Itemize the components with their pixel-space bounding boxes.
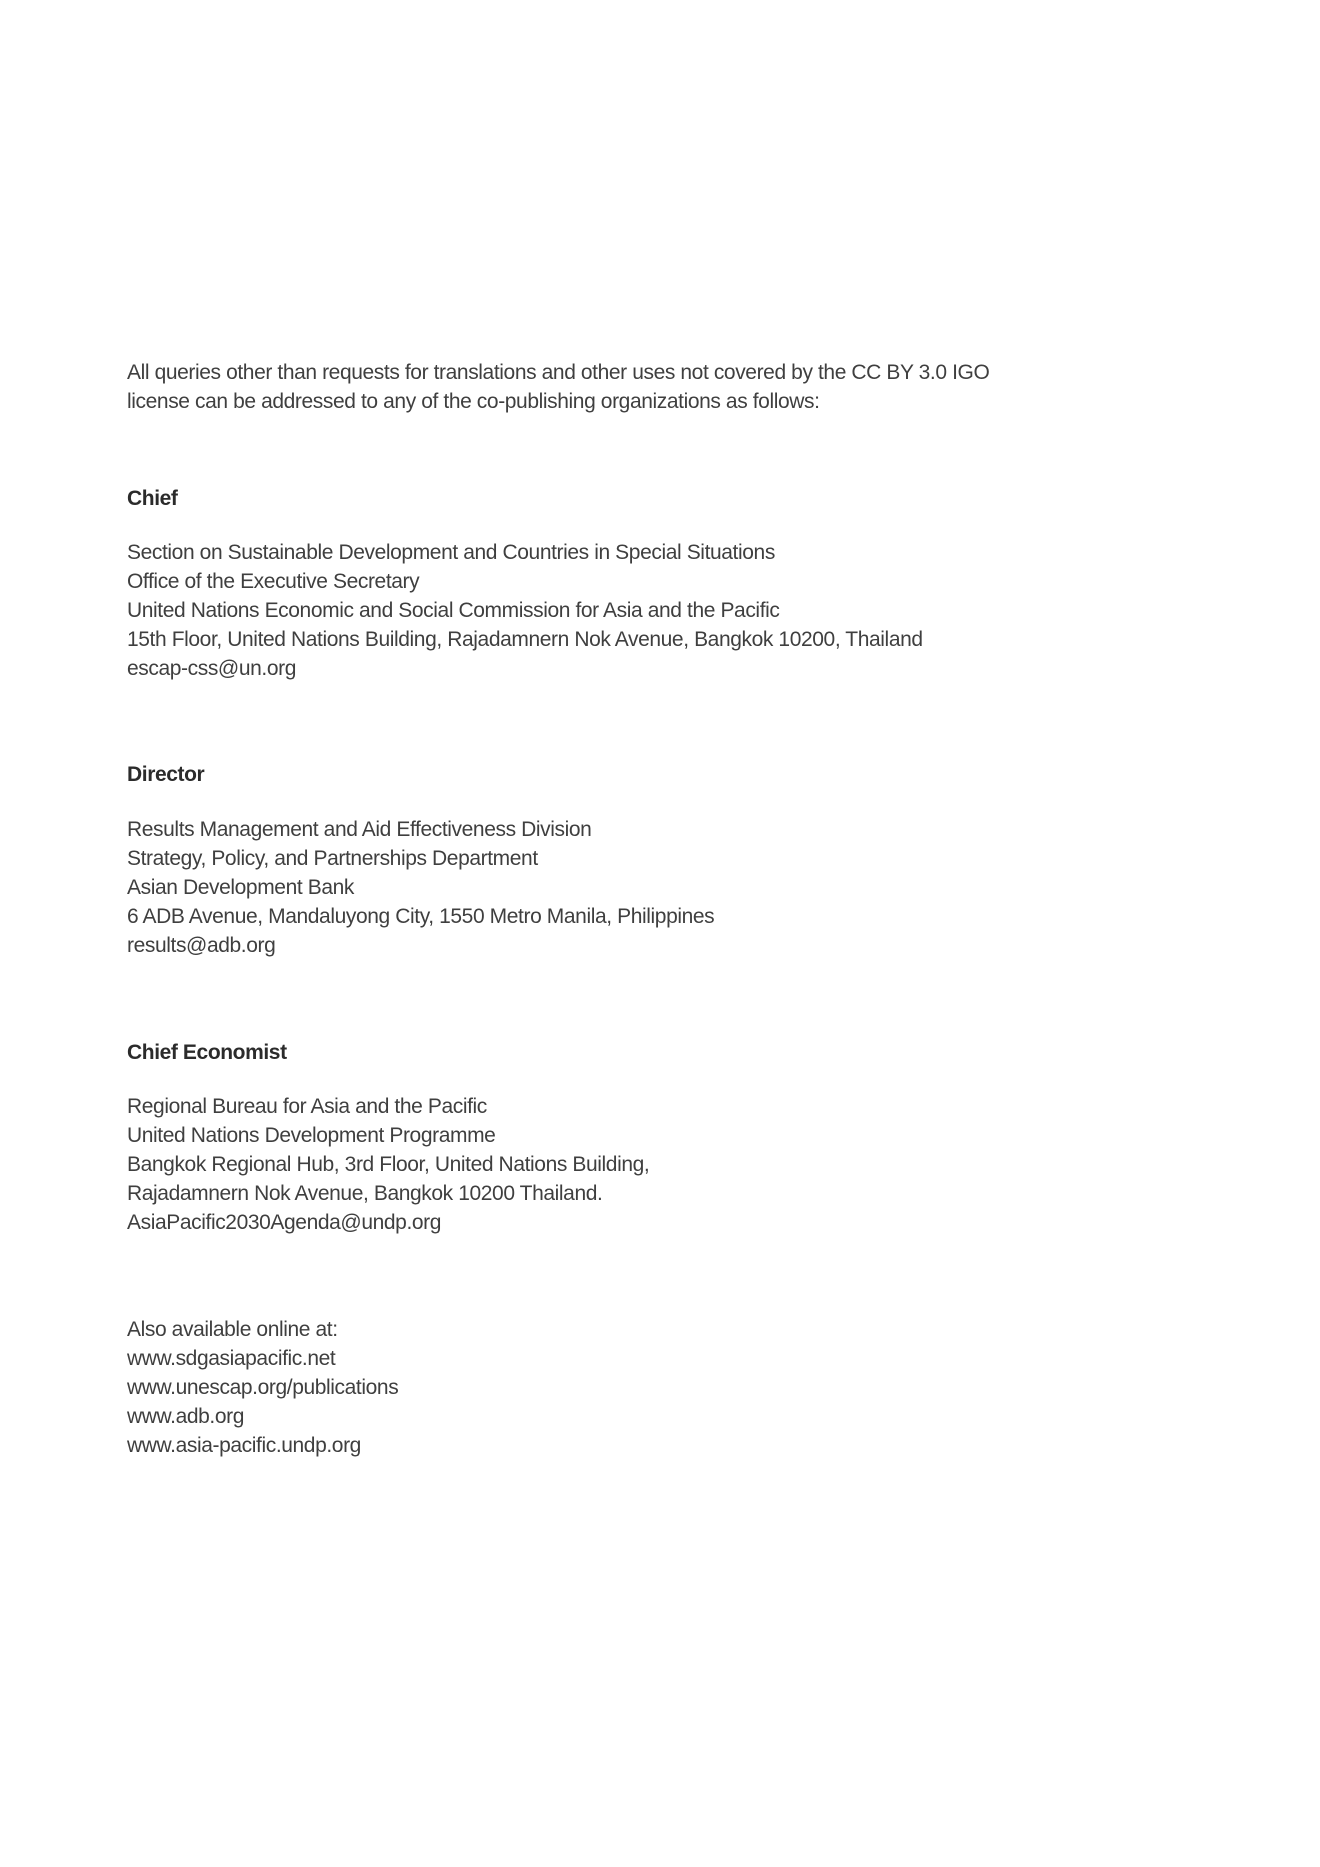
address-line: Office of the Executive Secretary <box>127 570 420 593</box>
website-url: www.sdgasiapacific.net <box>127 1347 336 1370</box>
address-line: Results Management and Aid Effectiveness Division <box>127 818 592 841</box>
intro-paragraph: All queries other than requests for translations and other uses not covered by the CC BY 3.0 IGO license can be addressed to any of the co-publishing organizations as follows: <box>127 361 990 413</box>
section-heading-chief-economist: Chief Economist <box>127 1041 287 1064</box>
section-heading-director: Director <box>127 763 205 786</box>
address-line: 15th Floor, United Nations Building, Rajadamnern Nok Avenue, Bangkok 10200, Thailand <box>127 628 923 651</box>
address-line: Section on Sustainable Development and Countries in Special Situations <box>127 541 775 564</box>
address-line: Asian Development Bank <box>127 876 354 899</box>
online-availability-label: Also available online at: <box>127 1318 338 1341</box>
email-address: AsiaPacific2030Agenda@undp.org <box>127 1211 442 1234</box>
address-line: Rajadamnern Nok Avenue, Bangkok 10200 Thailand. <box>127 1182 603 1205</box>
address-line: Regional Bureau for Asia and the Pacific <box>127 1095 487 1118</box>
email-address: results@adb.org <box>127 934 276 957</box>
website-url: www.unescap.org/publications <box>127 1376 399 1399</box>
website-url: www.adb.org <box>127 1405 244 1428</box>
address-line: Strategy, Policy, and Partnerships Department <box>127 847 538 870</box>
section-heading-chief: Chief <box>127 487 178 510</box>
address-line: 6 ADB Avenue, Mandaluyong City, 1550 Metro Manila, Philippines <box>127 905 715 928</box>
section-body-chief <box>127 538 923 683</box>
address-line: United Nations Development Programme <box>127 1124 496 1147</box>
website-url: www.asia-pacific.undp.org <box>127 1434 361 1457</box>
section-body-director <box>127 815 714 960</box>
section-body-chief-economist <box>127 1092 649 1237</box>
address-line: United Nations Economic and Social Commission for Asia and the Pacific <box>127 599 780 622</box>
address-line: Bangkok Regional Hub, 3rd Floor, United Nations Building, <box>127 1153 650 1176</box>
email-address: escap-css@un.org <box>127 657 296 680</box>
online-availability <box>127 1315 398 1460</box>
